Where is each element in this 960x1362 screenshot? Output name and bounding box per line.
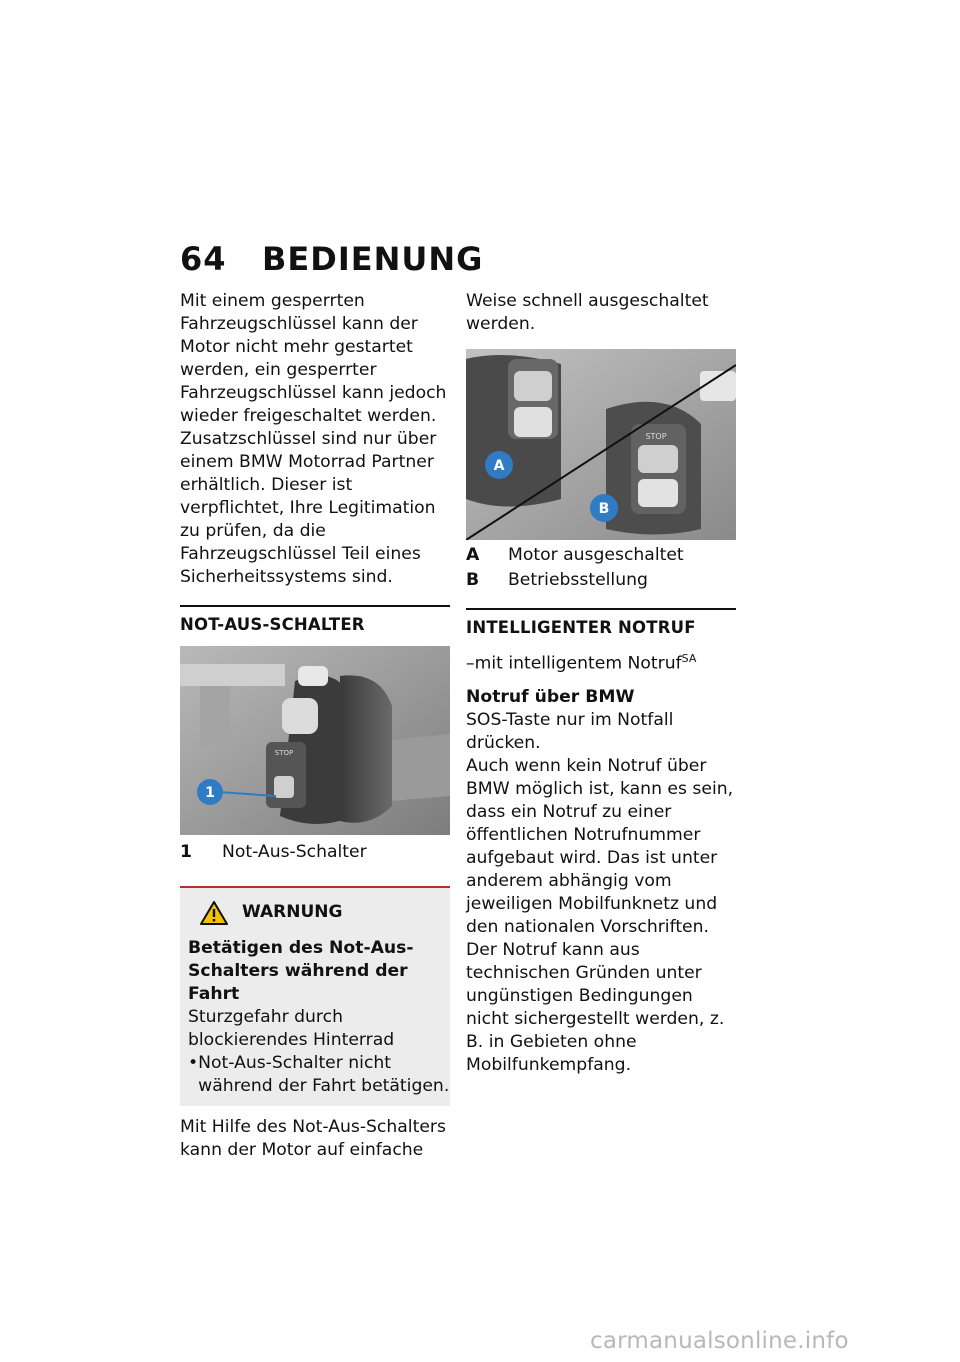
page-number: 64: [180, 240, 227, 278]
warning-heading: Betätigen des Not-Aus-Schalters während der Fahrt: [188, 938, 414, 1004]
legend-item-1: [180, 841, 450, 864]
callout-b-label: B: [598, 501, 610, 517]
switch-positions-illustration: [466, 349, 736, 540]
figure-switch-positions: [466, 349, 736, 540]
option-suffix: SA: [681, 652, 697, 665]
legend-item-b: [466, 569, 736, 592]
legend-text: Motor ausgeschaltet: [508, 545, 684, 565]
intro-paragraph-2: Zusatzschlüssel sind nur über einem BMW Motorrad Partner erhältlich. Dieser ist verpflichtet, Ihre Legitimation zu prüfen, da die Fahrzeugschlüssel Teil eines Sicherheitssystems sind.: [180, 429, 437, 587]
bullet-dot: •: [188, 1053, 199, 1073]
after-warning-paragraph: Mit Hilfe des Not-Aus-Schalters kann der Motor auf einfache: [180, 1117, 446, 1160]
right-column: [466, 290, 736, 1077]
stop-label-b: STOP: [645, 432, 667, 441]
warning-bullet: [188, 1052, 450, 1098]
option-prefix: –mit intelligentem Notruf: [466, 653, 682, 674]
section-divider: [180, 605, 450, 636]
warning-title: WARNUNG: [242, 902, 343, 922]
legend-text: Not-Aus-Schalter: [222, 842, 367, 862]
paragraph-3: Der Notruf kann aus technischen Gründen unter ungünstigen Bedingungen nicht sichergestellt werden, z. B. in Gebieten ohne Mobilfunkempfang.: [466, 939, 725, 1075]
section-title-not-aus: NOT-AUS-SCHALTER: [180, 615, 365, 634]
watermark: carmanualsonline.info: [590, 1328, 849, 1354]
warning-triangle-icon: [200, 900, 228, 925]
warning-bullet-text: Not-Aus-Schalter nicht während der Fahrt betätigen.: [198, 1053, 450, 1096]
callout-1-label: 1: [205, 785, 215, 801]
legend-key: B: [466, 570, 480, 590]
sub-heading: Notruf über BMW: [466, 686, 635, 707]
callout-a-label: A: [493, 458, 505, 474]
left-column: [180, 290, 450, 1162]
intro-paragraph-1: Mit einem gesperrten Fahrzeugschlüssel kann der Motor nicht mehr gestartet werden, ein gesperrter Fahrzeugschlüssel kann jedoch wieder freigeschaltet werden.: [180, 291, 447, 426]
section-divider: [466, 608, 736, 639]
legend-item-a: [466, 544, 736, 567]
stop-label: STOP: [274, 749, 294, 757]
figure-not-aus-switch: [180, 646, 450, 835]
warning-header: [200, 900, 450, 925]
warning-box: [180, 886, 450, 1106]
section-title-notruf: INTELLIGENTER NOTRUF: [466, 618, 696, 637]
handlebar-switch-illustration: [180, 646, 450, 835]
legend-key: 1: [180, 842, 192, 862]
legend-key: A: [466, 545, 480, 565]
page-header: [180, 240, 483, 278]
paragraph-2: Auch wenn kein Notruf über BMW möglich ist, kann es sein, dass ein Notruf zu einer öffentlichen Notrufnummer aufgebaut wird. Das ist unter anderem abhängig vom jeweiligen Mobilfunknetz und den nationalen Vorschriften.: [466, 755, 734, 937]
continuation-paragraph: Weise schnell ausgeschaltet werden.: [466, 291, 709, 334]
warning-body: Sturzgefahr durch blockierendes Hinterrad: [188, 1007, 395, 1050]
chapter-title: BEDIENUNG: [262, 240, 484, 278]
legend-text: Betriebsstellung: [508, 570, 648, 590]
option-line: [466, 647, 736, 676]
paragraph-1: SOS-Taste nur im Notfall drücken.: [466, 709, 674, 753]
